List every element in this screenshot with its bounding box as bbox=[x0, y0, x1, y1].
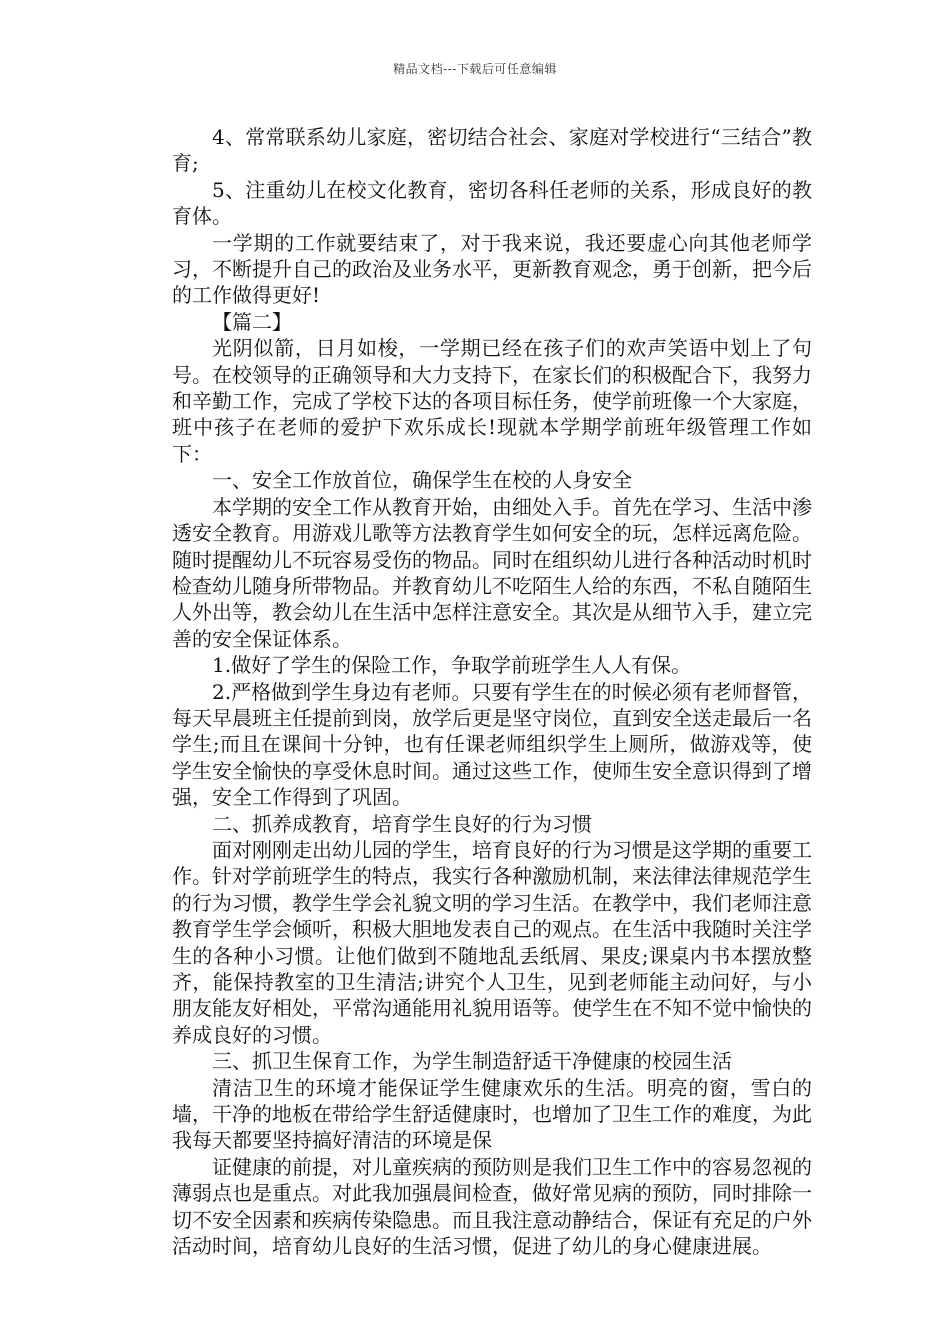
page-header: 精品文档---下载后可任意编辑 bbox=[393, 62, 557, 76]
paragraph-health: 证健康的前提，对儿童疾病的预防则是我们卫生工作中的容易忽视的薄弱点也是重点。对此我加强晨间检查，做好常见病的预防，同时排除一切不安全因素和疾病传染隐患。而且我注意动静结合，保证有充足的户外活动时间，培育幼儿良好的生活习惯，促进了幼儿的身心健康进展。 bbox=[172, 1154, 812, 1259]
paragraph-supervision: 2.严格做到学生身边有老师。只要有学生在的时候必须有老师督管，每天早晨班主任提前到岗，放学后更是坚守岗位，直到安全送走最后一名学生;而且在课间十分钟，也有任课老师组织学生上厕所，做游戏等，使学生安全愉快的享受休息时间。通过这些工作，使师生安全意识得到了增强，安全工作得到了巩固。 bbox=[172, 679, 812, 810]
paragraph-safety: 本学期的安全工作从教育开始，由细处入手。首先在学习、生活中渗透安全教育。用游戏儿歌等方法教育学生如何安全的玩，怎样远离危险。随时提醒幼儿不玩容易受伤的物品。同时在组织幼儿进行各种活动时机时检查幼儿随身所带物品。并教育幼儿不吃陌生人给的东西，不私自随陌生人外出等，教会幼儿在生活中怎样注意安全。其次是从细节入手，建立完善的安全保证体系。 bbox=[172, 494, 812, 651]
heading-habits: 二、抓养成教育，培育学生良好的行为习惯 bbox=[212, 811, 592, 836]
paragraph-habits: 面对刚刚走出幼儿园的学生，培育良好的行为习惯是这学期的重要工作。针对学前班学生的特点，我实行各种激励机制，来法律法律规范学生的行为习惯，教学生学会礼貌文明的学习生活。在教学中，我们老师注意教育学生学会倾听，积极大胆地发表自己的观点。在生活中我随时关注学生的各种小习惯。让他们做到不随地乱丢纸屑、果皮;课桌内书本摆放整齐，能保持教室的卫生清洁;讲究个人卫生，见到老师能主动问好，与小朋友能友好相处，平常沟通能用礼貌用语等。使学生在不知不觉中愉快的养成良好的习惯。 bbox=[172, 837, 812, 1047]
section-heading-part-two: 【篇二】 bbox=[212, 309, 292, 334]
heading-hygiene: 三、抓卫生保育工作，为学生制造舒适干净健康的校园生活 bbox=[212, 1049, 732, 1074]
paragraph-item-5: 5、注重幼儿在校文化教育，密切各科任老师的关系，形成良好的教育体。 bbox=[172, 177, 812, 229]
paragraph-hygiene: 清洁卫生的环境才能保证学生健康欢乐的生活。明亮的窗，雪白的墙，干净的地板在带给学生舒适健康时，也增加了卫生工作的难度，为此我每天都要坚持搞好清洁的环境是保 bbox=[172, 1075, 812, 1153]
paragraph-intro: 光阴似箭，日月如梭，一学期已经在孩子们的欢声笑语中划上了句号。在校领导的正确领导和大力支持下，在家长们的积极配合下，我努力和辛勤工作，完成了学校下达的各项目标任务，使学前班像一个大家庭，班中孩子在老师的爱护下欢乐成长!现就本学期学前班年级管理工作如下： bbox=[172, 336, 812, 466]
paragraph-closing: 一学期的工作就要结束了，对于我来说，我还要虚心向其他老师学习，不断提升自己的政治及业务水平，更新教育观念，勇于创新，把今后的工作做得更好! bbox=[172, 230, 812, 308]
document-body bbox=[172, 124, 812, 1259]
paragraph-insurance: 1.做好了学生的保险工作，争取学前班学生人人有保。 bbox=[212, 653, 692, 678]
paragraph-item-4: 4、常常联系幼儿家庭，密切结合社会、家庭对学校进行“三结合”教育; bbox=[172, 125, 812, 176]
heading-safety: 一、安全工作放首位，确保学生在校的人身安全 bbox=[212, 468, 632, 493]
